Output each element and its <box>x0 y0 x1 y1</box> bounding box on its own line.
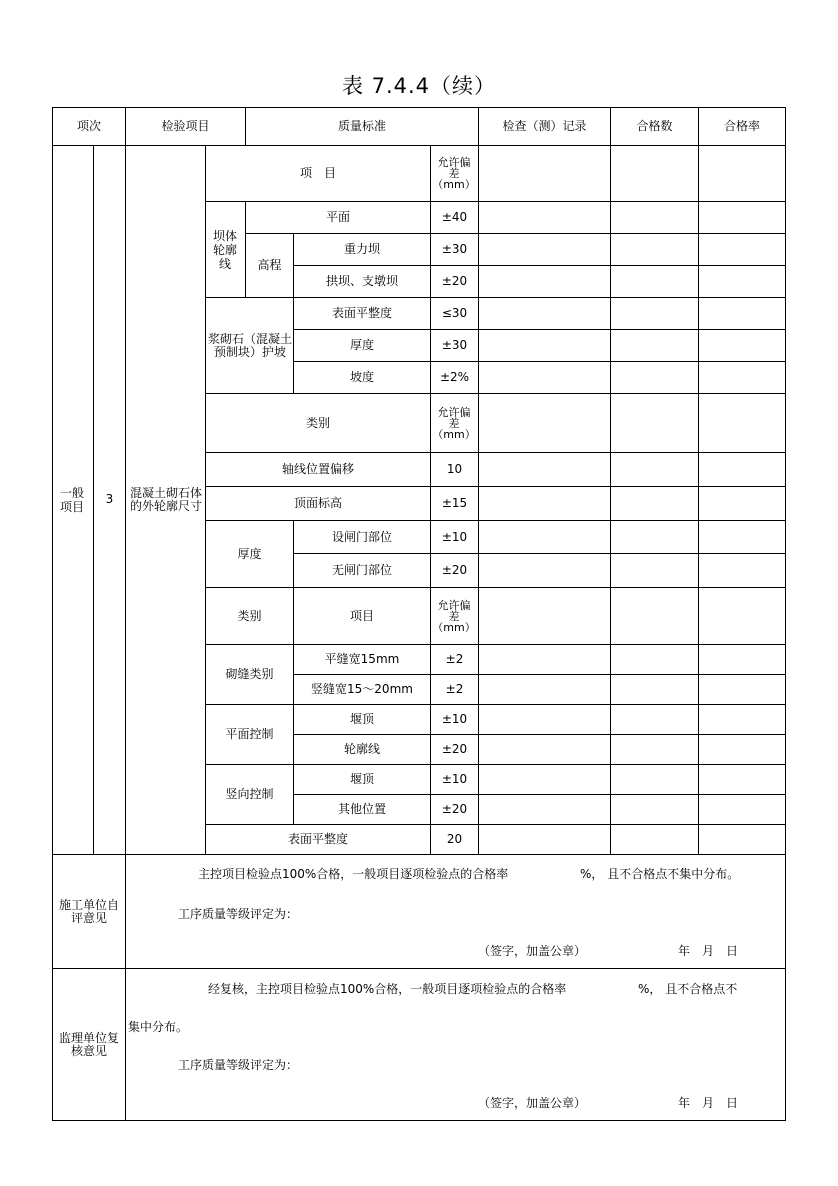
outline-label: 轮廓线 <box>343 742 380 756</box>
top-elev-label: 顶面标高 <box>293 496 342 510</box>
dam-outline-label: 坝体轮廓线 <box>213 228 238 271</box>
contractor-date: 年 月 日 <box>678 944 739 958</box>
thickness-2-label: 厚度 <box>237 546 262 561</box>
axis-tol: 10 <box>446 462 463 476</box>
axis-label: 轴线位置偏移 <box>281 462 354 476</box>
surface-flat-1-tol: ≤30 <box>441 306 468 320</box>
contractor-label: 施工单位自评意见 <box>58 897 119 925</box>
weir-top-2-tol: ±10 <box>441 772 468 786</box>
no-gate-label: 无闸门部位 <box>331 563 392 577</box>
general-category: 一般项目 <box>60 485 85 514</box>
header-record: 检查（测）记录 <box>502 119 587 133</box>
elevation-label: 高程 <box>257 258 282 272</box>
top-elev-tol: ±15 <box>441 496 468 510</box>
thickness-1-tol: ±30 <box>441 338 468 352</box>
arch-tol: ±20 <box>441 274 468 288</box>
outline-tol: ±20 <box>441 742 468 756</box>
joint-type-label: 砌缝类别 <box>225 667 274 681</box>
plane-ctrl-label: 平面控制 <box>225 727 274 741</box>
contractor-line2: 工序质量等级评定为： <box>178 907 299 921</box>
item-number: 3 <box>105 492 114 506</box>
flat-joint-tol: ±2 <box>445 652 464 666</box>
page-title: 表 7.4.4（续） <box>341 74 497 98</box>
weir-top-1-tol: ±10 <box>441 712 468 726</box>
surface-flat-2-tol: 20 <box>446 832 463 846</box>
slope-tol: ±2% <box>439 370 470 384</box>
header-quality-std: 质量标准 <box>337 119 386 133</box>
gravity-label: 重力坝 <box>343 242 380 256</box>
slope-protect-label: 浆砌石（混凝土预制块）护坡 <box>208 331 293 359</box>
header-inspect-item: 检验项目 <box>161 119 210 133</box>
supervisor-date: 年 月 日 <box>678 1096 739 1110</box>
thickness-1-label: 厚度 <box>349 338 374 352</box>
subheader-3-cat: 类别 <box>237 608 262 623</box>
subheader-1-tol: 允许偏差（mm） <box>432 156 476 191</box>
vert-joint-tol: ±2 <box>445 682 464 696</box>
contractor-line1-a: 主控项目检验点100%合格，一般项目逐项检验点的合格率 <box>198 867 509 881</box>
vert-ctrl-label: 竖向控制 <box>225 787 274 801</box>
no-gate-tol: ±20 <box>441 563 468 577</box>
gravity-tol: ±30 <box>441 242 468 256</box>
other-tol: ±20 <box>441 802 468 816</box>
supervisor-line1-b: %， 且不合格点不 <box>638 982 738 996</box>
slope-label: 坡度 <box>349 370 374 384</box>
header-pass-count: 合格数 <box>636 119 673 133</box>
weir-top-2-label: 堰顶 <box>349 772 374 786</box>
header-pass-rate: 合格率 <box>723 119 760 133</box>
weir-top-1-label: 堰顶 <box>349 712 374 726</box>
plane-label: 平面 <box>325 210 350 224</box>
arch-label: 拱坝、支墩坝 <box>325 274 398 288</box>
supervisor-line1-c: 集中分布。 <box>128 1020 189 1034</box>
header-item-no: 项次 <box>76 119 101 133</box>
subheader-2-tol: 允许偏差（mm） <box>432 405 476 441</box>
surface-flat-2-label: 表面平整度 <box>287 832 348 846</box>
supervisor-label: 监理单位复核意见 <box>58 1030 119 1058</box>
item-name: 混凝土砌石体的外轮廓尺寸 <box>129 485 202 513</box>
subheader-3-label: 项目 <box>349 608 374 623</box>
supervisor-line1-a: 经复核，主控项目检验点100%合格，一般项目逐项检验点的合格率 <box>208 982 567 996</box>
supervisor-sign: （签字，加盖公章） <box>478 1096 587 1110</box>
with-gate-label: 设闸门部位 <box>331 529 392 544</box>
contractor-line1-b: %， 且不合格点不集中分布。 <box>580 867 740 881</box>
supervisor-line2: 工序质量等级评定为： <box>178 1058 299 1072</box>
subheader-3-tol: 允许偏差（mm） <box>432 598 476 634</box>
subheader-2-label: 类别 <box>305 415 330 430</box>
subheader-1-label: 项 目 <box>299 166 336 180</box>
plane-tol: ±40 <box>441 210 468 224</box>
vert-joint-label: 竖缝宽15～20mm <box>311 682 413 696</box>
surface-flat-1-label: 表面平整度 <box>331 306 392 320</box>
flat-joint-label: 平缝宽15mm <box>324 652 400 666</box>
with-gate-tol: ±10 <box>441 529 468 544</box>
other-label: 其他位置 <box>337 802 386 816</box>
contractor-sign: （签字，加盖公章） <box>478 944 587 958</box>
